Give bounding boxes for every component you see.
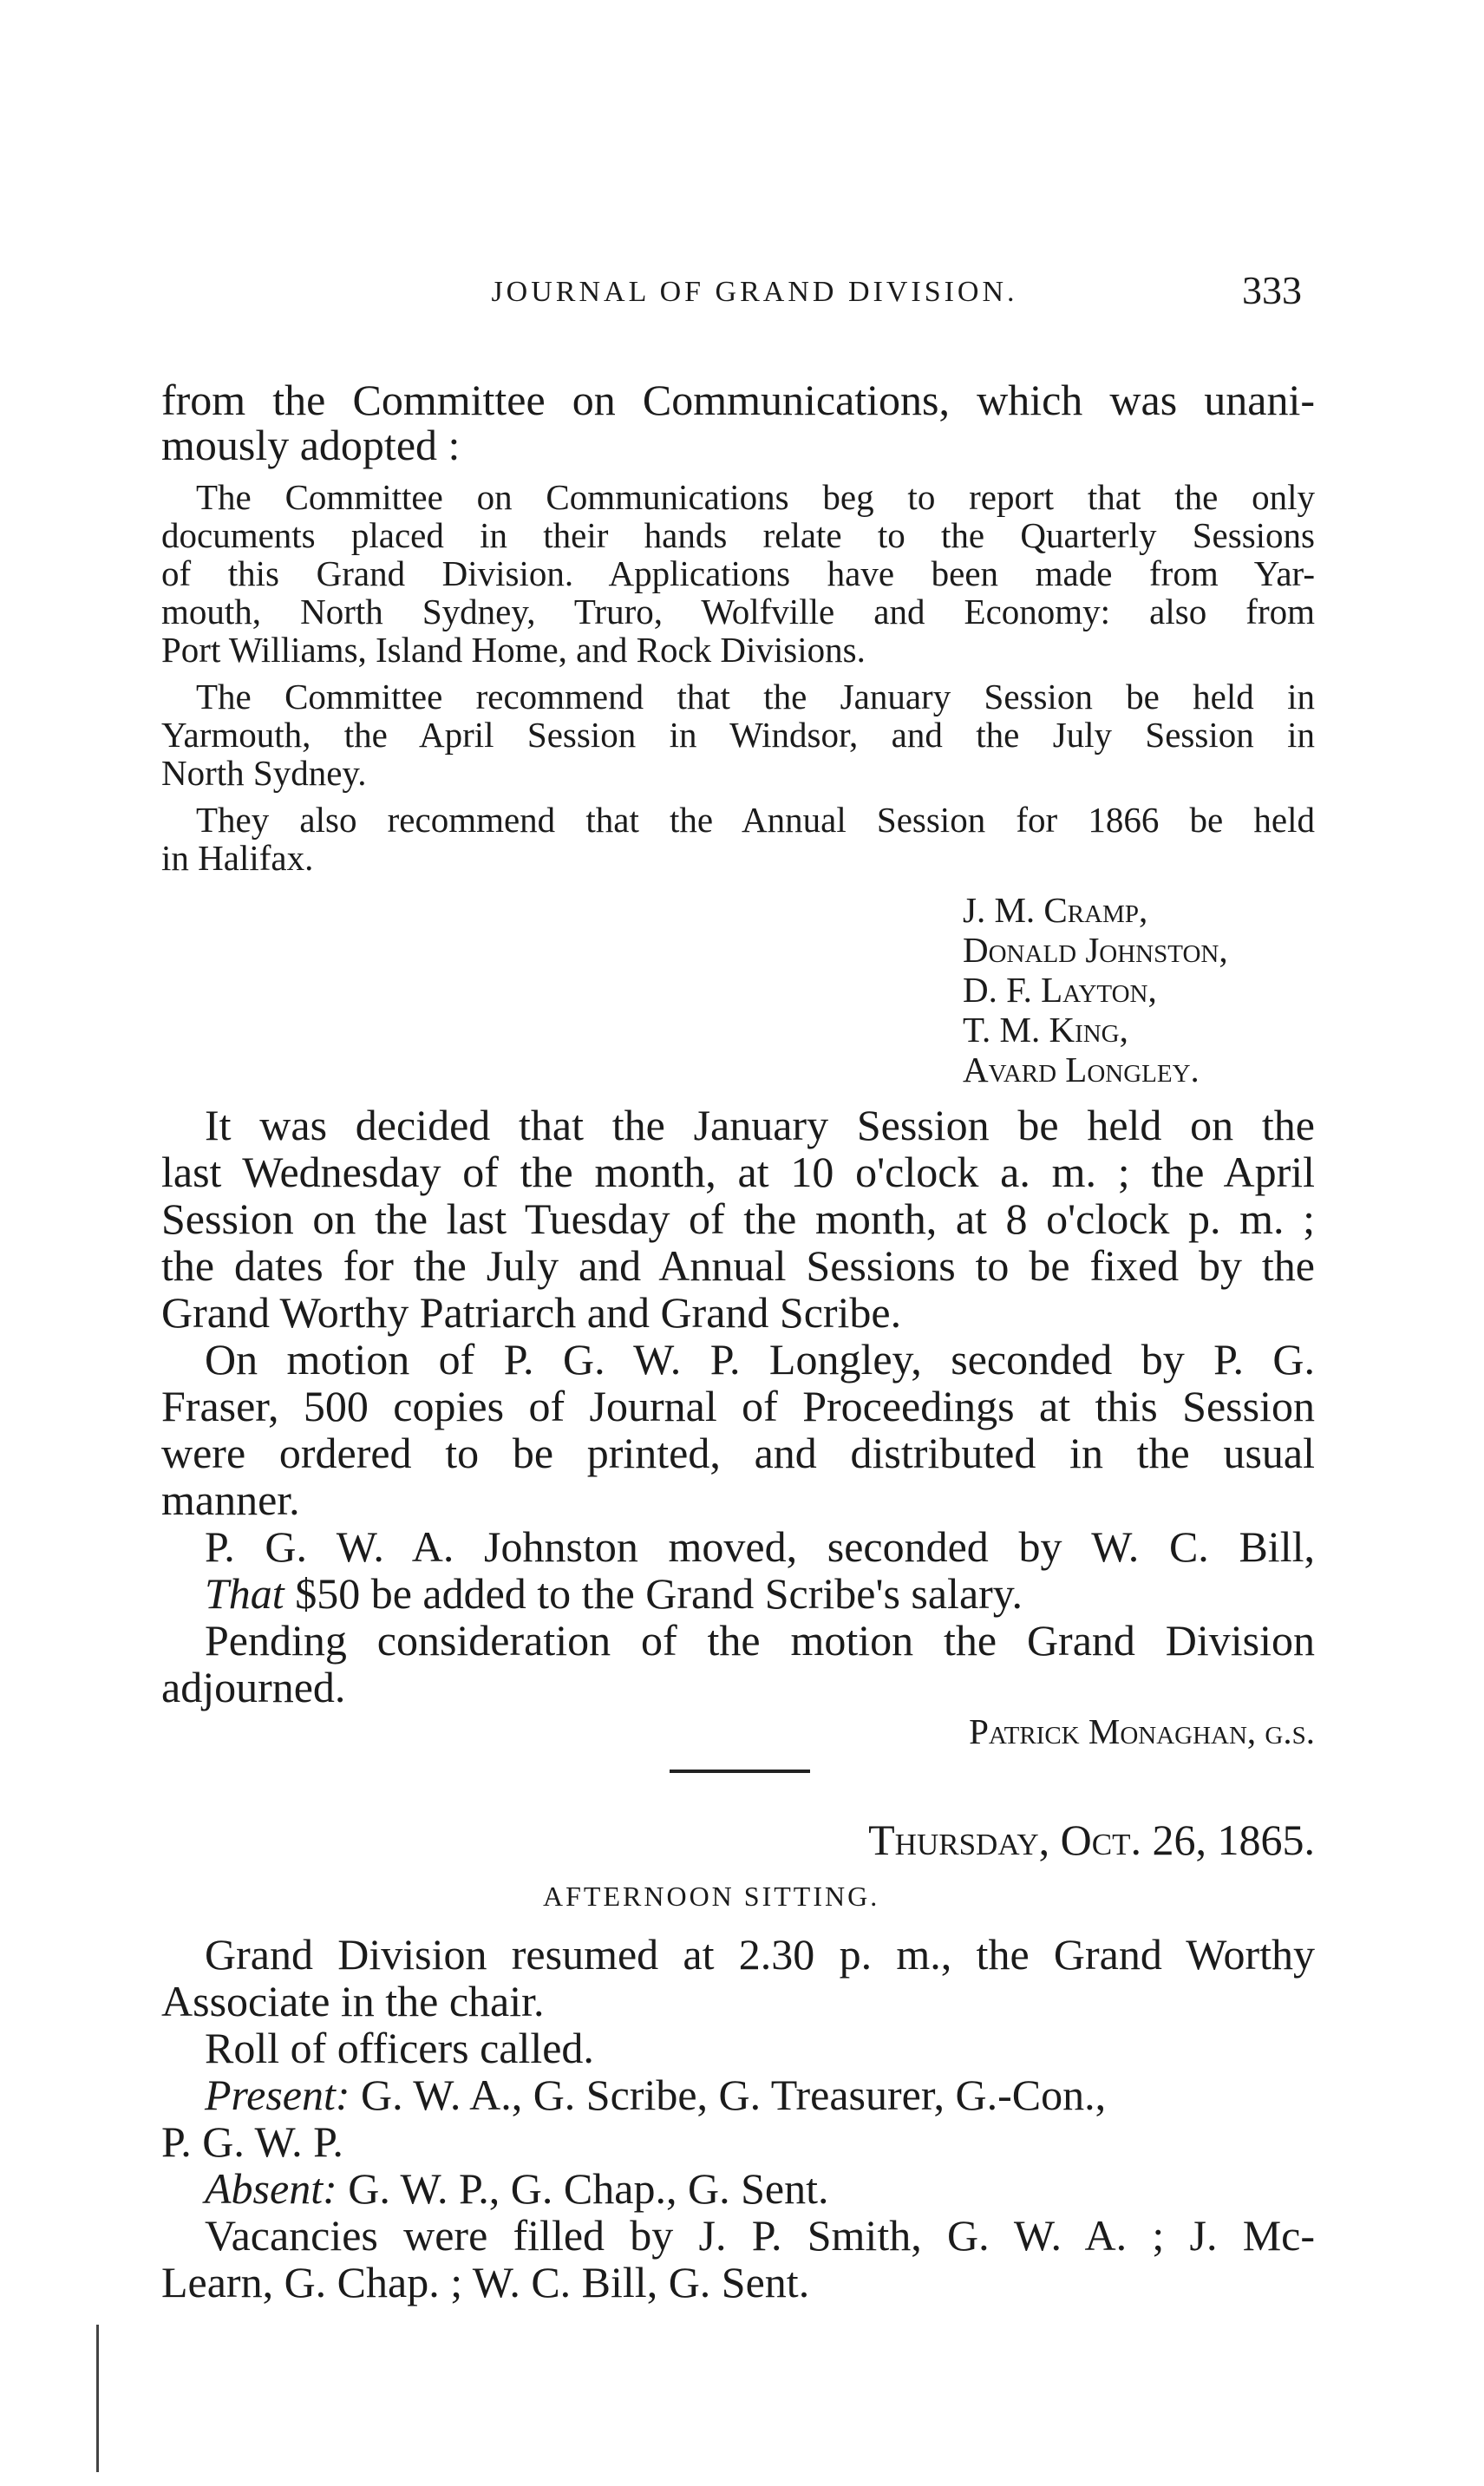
motion-line: manner. [161,1475,300,1524]
present-line [205,2070,1106,2120]
report-line: mouth, North Sydney, Truro, Wolfville and Economy: also from [161,592,1315,631]
section-divider [670,1770,810,1773]
report-line: North Sydney. [161,753,367,793]
report-line: in Halifax. [161,838,314,878]
report-line: They also recommend that the Annual Session for 1866 be held [196,800,1315,840]
scribe-signature: Patrick Monaghan, g.s. [969,1711,1315,1751]
resumed-line: Grand Division resumed at 2.30 p. m., the Grand Worthy [205,1930,1315,1979]
scan-margin-mark [96,2325,99,2472]
motion-line [205,1568,1023,1619]
decision-line: last Wednesday of the month, at 10 o'clock a. m. ; the April [161,1148,1315,1196]
present-line-2: P. G. W. P. [161,2117,343,2166]
present-text: G. W. A., G. Scribe, G. Treasurer, G.-Con., [350,2071,1107,2119]
running-head: JOURNAL OF GRAND DIVISION. [491,276,1018,308]
present-label: Present: [205,2071,350,2119]
signatory: Avard Longley. [963,1050,1200,1089]
intro-line: from the Committee on Communications, which was unani- [161,376,1315,424]
report-line: of this Grand Division. Applications have been made from Yar- [161,553,1315,593]
motion-text: $50 be added to the Grand Scribe's salary. [284,1569,1023,1618]
resumed-line: Associate in the chair. [161,1977,545,2025]
absent-label: Absent: [205,2164,337,2213]
report-line: documents placed in their hands relate to the Quarterly Sessions [161,515,1315,555]
motion-line: were ordered to be printed, and distributed in the usual [161,1429,1315,1477]
report-line: Yarmouth, the April Session in Windsor, and the July Session in [161,715,1315,755]
pending-line: Pending consideration of the motion the Grand Division [205,1616,1315,1665]
absent-line [205,2163,828,2214]
motion-line: P. G. W. A. Johnston moved, seconded by W. C. Bill, [205,1522,1315,1571]
motion-line: On motion of P. G. W. P. Longley, seconded by P. G. [205,1335,1315,1384]
vacancies-line: Learn, G. Chap. ; W. C. Bill, G. Sent. [161,2258,810,2306]
decision-line: the dates for the July and Annual Sessions to be fixed by the [161,1241,1315,1290]
decision-line: It was decided that the January Session be held on the [205,1101,1315,1149]
signatory: T. M. King, [963,1010,1128,1050]
signatory: J. M. Cramp, [963,890,1148,930]
vacancies-line: Vacancies were filled by J. P. Smith, G. W. A. ; J. Mc- [205,2211,1315,2260]
decision-line: Session on the last Tuesday of the month, at 8 o'clock p. m. ; [161,1194,1315,1243]
report-line: The Committee recommend that the January Session be held in [196,677,1315,716]
motion-line: Fraser, 500 copies of Journal of Proceedings at this Session [161,1382,1315,1430]
report-line: Port Williams, Island Home, and Rock Divisions. [161,630,866,670]
absent-text: G. W. P., G. Chap., G. Sent. [337,2164,829,2213]
signatory: Donald Johnston, [963,930,1228,970]
report-line: The Committee on Communications beg to report that the only [196,477,1315,517]
decision-line: Grand Worthy Patriarch and Grand Scribe. [161,1288,902,1337]
that-word: That [205,1569,284,1618]
page-number: 333 [1242,268,1302,312]
signatory: D. F. Layton, [963,970,1157,1010]
roll-line: Roll of officers called. [205,2024,594,2072]
intro-line: mously adopted : [161,421,461,469]
pending-line: adjourned. [161,1663,346,1711]
session-subtitle: AFTERNOON SITTING. [543,1881,880,1912]
session-date: Thursday, Oct. 26, 1865. [868,1815,1315,1864]
